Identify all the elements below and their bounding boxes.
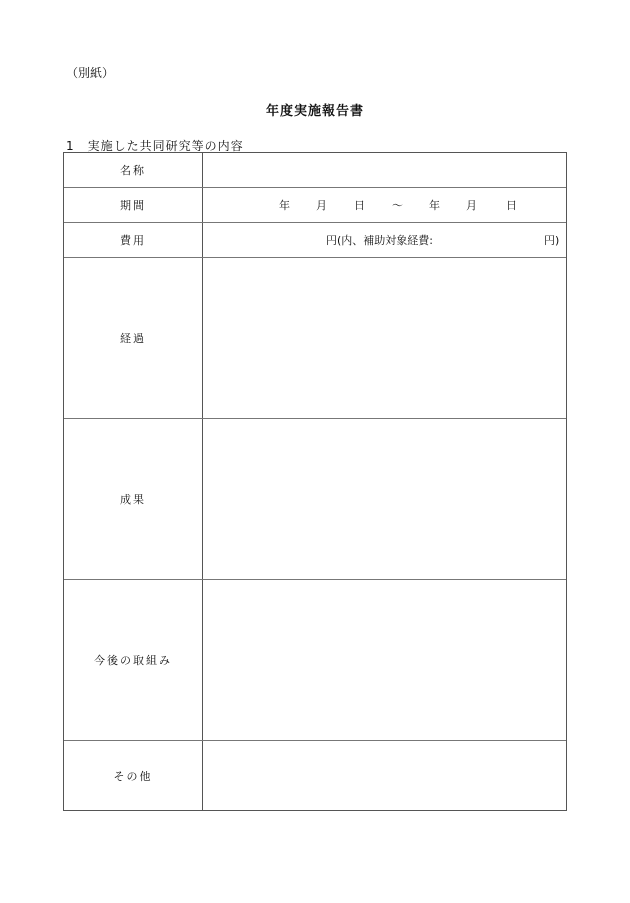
day-end: 日 [506,199,517,212]
period-label: 期間 [64,188,203,222]
cost-text: 円(内、補助対象経費: [326,234,433,247]
cost-label: 費用 [64,223,203,257]
section-heading: 1 実施した共同研究等の内容 [66,139,244,153]
row-cost [64,223,566,258]
report-table [63,152,567,811]
row-progress [64,258,566,419]
month-end: 月 [466,199,477,212]
period-field[interactable] [203,188,566,222]
attachment-label: （別紙） [66,66,115,80]
row-period [64,188,566,223]
page-title: 年度実施報告書 [265,104,364,119]
year-end: 年 [429,199,440,212]
progress-label: 経過 [64,258,203,418]
name-label: 名称 [64,153,203,187]
row-name [64,153,566,188]
results-label: 成果 [64,419,203,579]
future-field[interactable] [203,580,566,740]
row-results [64,419,566,580]
period-tilde: ～ [392,199,403,212]
year-start: 年 [279,199,290,212]
other-field[interactable] [203,741,566,810]
cost-field[interactable] [203,223,566,257]
month-start: 月 [316,199,327,212]
name-field[interactable] [203,153,566,187]
other-label: その他 [64,741,203,810]
progress-field[interactable] [203,258,566,418]
day-start: 日 [354,199,365,212]
results-field[interactable] [203,419,566,579]
row-future [64,580,566,741]
cost-end: 円) [544,234,560,247]
row-other [64,741,566,810]
future-label: 今後の取組み [64,580,203,740]
